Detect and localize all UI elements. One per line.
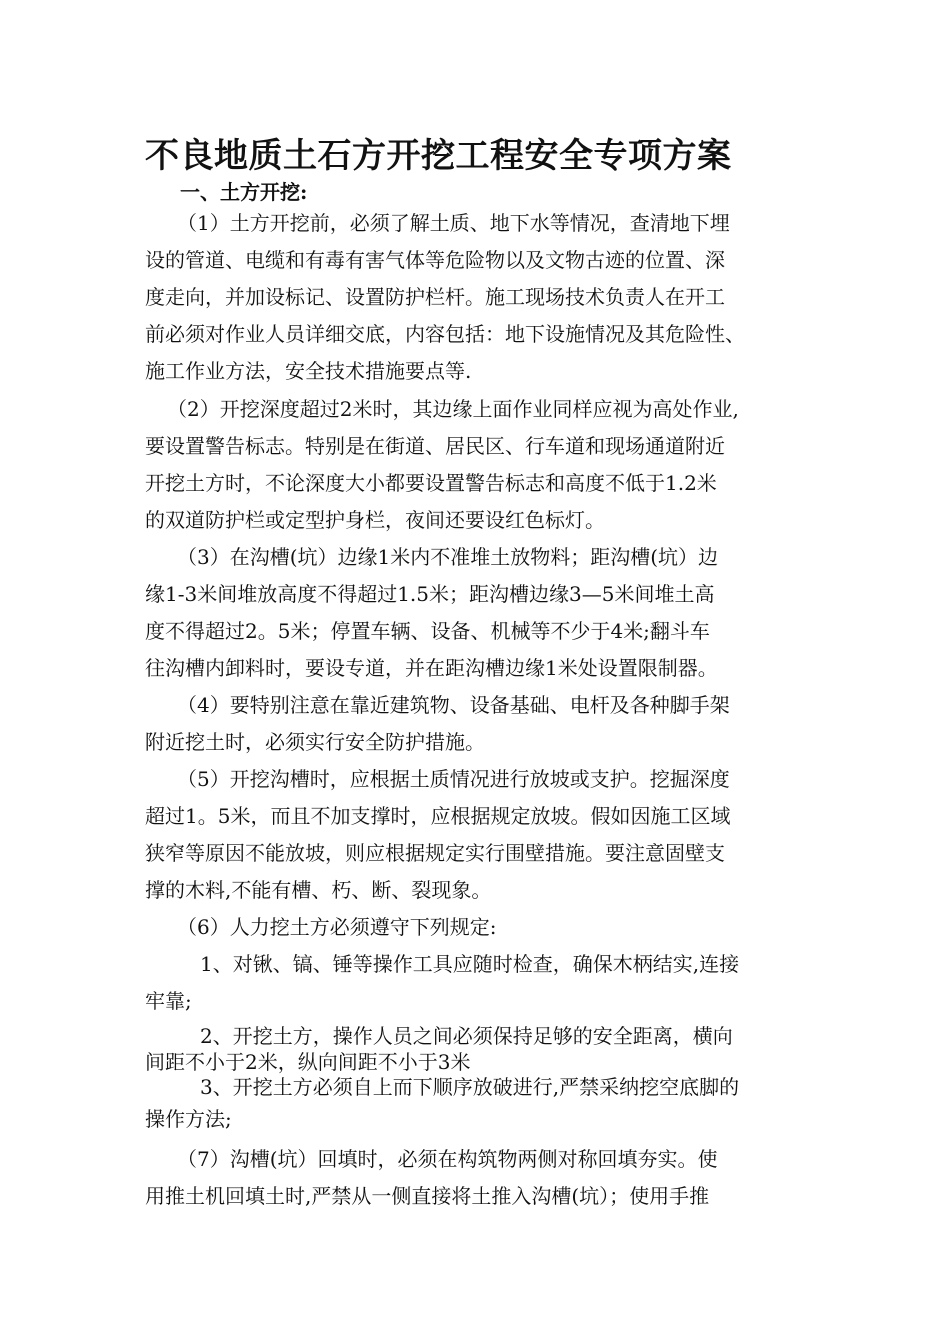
- paragraph-line: 3、开挖土方必须自上而下顺序放破进行,严禁采纳挖空底脚的: [200, 1075, 740, 1099]
- paragraph-line: 1、对锹、镐、锤等操作工具应随时检查，确保木柄结实,连接: [200, 952, 740, 976]
- paragraph-line: 缘1-3米间堆放高度不得超过1.5米；距沟槽边缘3—5米间堆土高: [145, 582, 715, 606]
- paragraph-line: 狭窄等原因不能放坡，则应根据规定实行围壁措施。要注意固壁支: [145, 841, 725, 865]
- paragraph-line: 用推土机回填土时,严禁从一侧直接将土推入沟槽(坑）；使用手推: [145, 1184, 710, 1208]
- paragraph-line: 撑的木料,不能有槽、朽、断、裂现象。: [145, 878, 492, 902]
- paragraph-line: （4）要特别注意在靠近建筑物、设备基础、电杆及各种脚手架: [177, 693, 730, 717]
- paragraph-line: 往沟槽内卸料时，要设专道，并在距沟槽边缘1米处设置限制器。: [145, 656, 718, 680]
- paragraph-line: 度走向，并加设标记、设置防护栏杆。施工现场技术负责人在开工: [145, 285, 725, 309]
- paragraph-line: 设的管道、电缆和有毒有害气体等危险物以及文物古迹的位置、深: [145, 248, 725, 272]
- paragraph-line: 施工作业方法，安全技术措施要点等.: [145, 359, 472, 383]
- paragraph-line: 度不得超过2。5米；停置车辆、设备、机械等不少于4米;翻斗车: [145, 619, 710, 643]
- paragraph-line: （6）人力挖土方必须遵守下列规定:: [177, 915, 497, 939]
- paragraph-line: （1）土方开挖前，必须了解土质、地下水等情况，查清地下埋: [177, 211, 730, 235]
- paragraph-line: 要设置警告标志。特别是在街道、居民区、行车道和现场通道附近: [145, 434, 725, 458]
- paragraph-line: （2）开挖深度超过2米时，其边缘上面作业同样应视为高处作业,: [167, 397, 739, 421]
- section-heading: 一、土方开挖:: [180, 180, 308, 204]
- paragraph-line: 2、开挖土方，操作人员之间必须保持足够的安全距离，横向: [200, 1024, 733, 1048]
- paragraph-line: 间距不小于2米，纵向间距不小于3米: [145, 1050, 471, 1074]
- paragraph-line: 的双道防护栏或定型护身栏，夜间还要设红色标灯。: [145, 508, 605, 532]
- paragraph-line: 牢靠;: [145, 989, 192, 1013]
- paragraph-line: 操作方法;: [145, 1107, 232, 1131]
- paragraph-line: 前必须对作业人员详细交底，内容包括：地下设施情况及其危险性、: [145, 322, 745, 346]
- paragraph-line: （7）沟槽(坑）回填时，必须在构筑物两侧对称回填夯实。使: [177, 1147, 718, 1171]
- paragraph-line: 附近挖土时，必须实行安全防护措施。: [145, 730, 485, 754]
- paragraph-line: （3）在沟槽(坑）边缘1米内不准堆土放物料；距沟槽(坑）边: [177, 545, 719, 569]
- paragraph-line: 开挖土方时，不论深度大小都要设置警告标志和高度不低于1.2米: [145, 471, 717, 495]
- paragraph-line: （5）开挖沟槽时，应根据土质情况进行放坡或支护。挖掘深度: [177, 767, 730, 791]
- paragraph-line: 超过1。5米，而且不加支撑时，应根据规定放坡。假如因施工区域: [145, 804, 731, 828]
- document-title: 不良地质土石方开挖工程安全专项方案: [145, 136, 732, 176]
